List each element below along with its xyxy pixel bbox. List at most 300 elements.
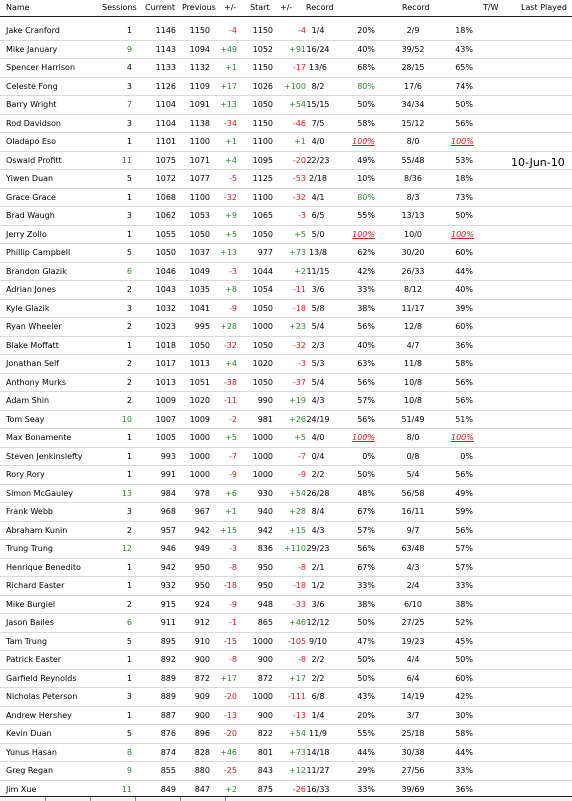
cell-sessions: 2 bbox=[126, 599, 132, 609]
cell-previous: 1037 bbox=[189, 248, 210, 257]
cell-previous: 910 bbox=[194, 636, 210, 646]
cell-sessions: 2 bbox=[126, 359, 132, 368]
cell-pct2: 18% bbox=[455, 26, 473, 35]
table-row bbox=[0, 391, 572, 411]
cell-pct2: 18% bbox=[455, 174, 473, 183]
cell-pct1: 43% bbox=[357, 692, 375, 701]
table-row bbox=[0, 280, 572, 300]
cell-rec1: 0/4 bbox=[311, 451, 325, 461]
cell-pct1: 49% bbox=[357, 155, 375, 165]
cell-name: Adrian Jones bbox=[6, 285, 56, 294]
cell-start: 1026 bbox=[252, 81, 273, 91]
cell-name: Yiwen Duan bbox=[6, 174, 54, 183]
cell-rec1: 2/2 bbox=[311, 470, 325, 479]
cell-d2: +2 bbox=[294, 266, 306, 276]
cell-sessions: 5 bbox=[126, 248, 132, 257]
cell-pct2: 49% bbox=[455, 488, 473, 498]
cell-rec2: 30/38 bbox=[401, 747, 425, 757]
table-row bbox=[0, 21, 572, 41]
cell-previous: 1020 bbox=[189, 396, 210, 405]
cell-start: 940 bbox=[257, 507, 273, 516]
cell-rec2: 5/4 bbox=[406, 470, 420, 479]
cell-name: Nicholas Peterson bbox=[6, 692, 78, 701]
cell-rec1: 2/18 bbox=[309, 174, 327, 183]
cell-rec2: 28/15 bbox=[401, 63, 425, 72]
cell-pct1: 20% bbox=[357, 710, 375, 720]
cell-start: 1050 bbox=[252, 303, 273, 313]
cell-previous: 1094 bbox=[189, 44, 210, 54]
cell-start: 1050 bbox=[252, 340, 273, 350]
cell-current: 932 bbox=[160, 581, 176, 590]
cell-start: 1150 bbox=[252, 63, 273, 72]
cell-pct1: 40% bbox=[357, 44, 375, 54]
cell-rec1: 6/5 bbox=[311, 211, 325, 220]
cell-rec2: 39/69 bbox=[401, 784, 425, 794]
table-row bbox=[0, 151, 572, 171]
cell-current: 984 bbox=[160, 488, 176, 498]
cell-rec2: 19/23 bbox=[401, 636, 425, 646]
cell-sessions: 9 bbox=[126, 766, 132, 775]
cell-rec2: 51/49 bbox=[401, 414, 425, 424]
cell-sessions: 2 bbox=[126, 322, 132, 331]
cell-current: 991 bbox=[160, 470, 176, 479]
cell-current: 855 bbox=[160, 766, 176, 775]
table-row bbox=[0, 484, 572, 504]
cell-name: Jason Bailes bbox=[6, 618, 54, 627]
cell-rec2: 27/56 bbox=[401, 766, 425, 775]
cell-pct2: 56% bbox=[455, 525, 473, 535]
cell-pct2: 36% bbox=[455, 784, 473, 794]
cell-name: Tam Trung bbox=[6, 636, 48, 646]
cell-sessions: 5 bbox=[126, 174, 132, 183]
cell-sessions: 3 bbox=[126, 303, 132, 313]
cell-start: 822 bbox=[257, 729, 273, 738]
cell-start: 1000 bbox=[252, 692, 273, 701]
cell-pct2: 43% bbox=[455, 44, 473, 54]
cell-d1: +4 bbox=[225, 155, 237, 165]
table-row bbox=[0, 650, 572, 670]
cell-name: Greg Regan bbox=[6, 766, 54, 775]
cell-rec1: 13/6 bbox=[309, 63, 327, 72]
cell-name: Oladapo Eso bbox=[6, 137, 57, 146]
cell-name: Frank Webb bbox=[6, 507, 53, 516]
cell-d1: +6 bbox=[225, 488, 237, 498]
cell-previous: 828 bbox=[194, 747, 210, 757]
cell-start: 981 bbox=[257, 414, 273, 424]
cell-sessions: 1 bbox=[126, 433, 132, 442]
cell-previous: 1100 bbox=[189, 192, 210, 202]
cell-name: Jake Cranford bbox=[6, 26, 60, 35]
table-row bbox=[0, 669, 572, 689]
cell-d1: +17 bbox=[220, 673, 237, 683]
cell-current: 892 bbox=[160, 655, 176, 664]
cell-pct1: 55% bbox=[357, 729, 375, 738]
cell-d2: -18 bbox=[292, 581, 306, 590]
cell-d1: +13 bbox=[220, 248, 237, 257]
cell-current: 942 bbox=[160, 562, 176, 572]
cell-d2: +54 bbox=[289, 729, 306, 738]
cell-pct1: 40% bbox=[357, 340, 375, 350]
cell-previous: 912 bbox=[194, 618, 210, 627]
cell-d2: -9 bbox=[298, 470, 306, 479]
cell-name: Henrique Benedito bbox=[6, 562, 81, 572]
cell-start: 843 bbox=[257, 766, 273, 775]
cell-pct2: 45% bbox=[455, 636, 473, 646]
cell-rec1: 16/33 bbox=[306, 784, 330, 794]
cell-start: 1100 bbox=[252, 137, 273, 146]
cell-sessions: 7 bbox=[126, 100, 132, 109]
cell-current: 889 bbox=[160, 692, 176, 701]
cell-previous: 950 bbox=[194, 581, 210, 590]
cell-rec1: 11/9 bbox=[309, 729, 327, 738]
cell-pct1: 63% bbox=[357, 359, 375, 368]
cell-d1: -13 bbox=[223, 710, 237, 720]
cell-pct1: 67% bbox=[357, 507, 375, 516]
cell-d2: +12 bbox=[289, 766, 306, 775]
cell-sessions: 3 bbox=[126, 692, 132, 701]
cell-start: 865 bbox=[257, 618, 273, 627]
cell-name: Kyle Glazik bbox=[6, 303, 50, 313]
table-row bbox=[0, 132, 572, 152]
cell-previous: 1050 bbox=[189, 340, 210, 350]
cell-name: Celeste Fong bbox=[6, 81, 58, 91]
cell-rec1: 3/6 bbox=[311, 599, 325, 609]
cell-rec2: 16/11 bbox=[401, 507, 425, 516]
cell-d2: +91 bbox=[289, 44, 306, 54]
last-played-date: 10-Jun-10 bbox=[511, 156, 565, 169]
cell-rec2: 39/52 bbox=[401, 44, 425, 54]
cell-sessions: 2 bbox=[126, 285, 132, 294]
cell-d1: +5 bbox=[225, 433, 237, 442]
table-header bbox=[0, 0, 572, 17]
cell-rec1: 2/2 bbox=[311, 655, 325, 664]
cell-rec1: 4/3 bbox=[311, 396, 325, 405]
cell-pct2: 60% bbox=[455, 322, 473, 331]
cell-rec1: 1/4 bbox=[311, 710, 325, 720]
cell-rec2: 8/36 bbox=[404, 174, 422, 183]
cell-d2: -33 bbox=[292, 599, 306, 609]
cell-d2: +54 bbox=[289, 488, 306, 498]
cell-rec1: 5/0 bbox=[311, 229, 325, 239]
cell-name: Rod Davidson bbox=[6, 118, 61, 128]
cell-rec1: 8/2 bbox=[311, 81, 325, 91]
cell-rec2: 55/48 bbox=[401, 155, 425, 165]
cell-previous: 900 bbox=[194, 655, 210, 664]
cell-d1: +28 bbox=[220, 322, 237, 331]
cell-d2: -17 bbox=[292, 63, 306, 72]
cell-start: 836 bbox=[257, 544, 273, 553]
cell-sessions: 5 bbox=[126, 729, 132, 738]
cell-start: 872 bbox=[257, 673, 273, 683]
cell-rec2: 63/48 bbox=[401, 544, 425, 553]
horizontal-scrollbar[interactable] bbox=[0, 796, 572, 801]
cell-pct2: 40% bbox=[455, 285, 473, 294]
cell-name: Brandon Glazik bbox=[6, 266, 67, 276]
cell-rec2: 56/58 bbox=[401, 488, 425, 498]
cell-rec1: 4/0 bbox=[311, 137, 325, 146]
cell-name: Andrew Hershey bbox=[6, 710, 72, 720]
cell-current: 1072 bbox=[155, 174, 176, 183]
cell-pct1: 80% bbox=[357, 192, 375, 202]
cell-name: Simon McGauley bbox=[6, 488, 73, 498]
cell-current: 889 bbox=[160, 673, 176, 683]
cell-start: 1054 bbox=[252, 285, 273, 294]
table-row bbox=[0, 169, 572, 189]
cell-current: 1013 bbox=[155, 377, 176, 387]
cell-name: Rory Rory bbox=[6, 470, 45, 479]
cell-previous: 880 bbox=[194, 766, 210, 775]
cell-rec2: 6/4 bbox=[406, 673, 420, 683]
cell-pct2: 38% bbox=[455, 599, 473, 609]
cell-pct1: 62% bbox=[357, 248, 375, 257]
cell-current: 1032 bbox=[155, 303, 176, 313]
cell-pct1: 10% bbox=[357, 174, 375, 183]
cell-d2: +23 bbox=[289, 322, 306, 331]
cell-pct1: 56% bbox=[357, 414, 375, 424]
cell-name: Grace Grace bbox=[6, 192, 56, 202]
cell-previous: 942 bbox=[194, 525, 210, 535]
cell-rec1: 7/5 bbox=[311, 118, 325, 128]
cell-rec1: 16/24 bbox=[306, 44, 330, 54]
header-current: Current bbox=[145, 3, 176, 12]
cell-previous: 1091 bbox=[189, 100, 210, 109]
cell-rec1: 24/19 bbox=[306, 414, 330, 424]
cell-previous: 1049 bbox=[189, 266, 210, 276]
cell-current: 1007 bbox=[155, 414, 176, 424]
cell-rec2: 27/25 bbox=[401, 618, 425, 627]
cell-rec2: 3/7 bbox=[406, 710, 420, 720]
cell-previous: 1000 bbox=[189, 470, 210, 479]
cell-sessions: 1 bbox=[126, 340, 132, 350]
cell-start: 948 bbox=[257, 599, 273, 609]
cell-rec1: 29/23 bbox=[306, 544, 330, 553]
table-row bbox=[0, 354, 572, 374]
cell-current: 946 bbox=[160, 544, 176, 553]
cell-sessions: 6 bbox=[126, 266, 132, 276]
table-row bbox=[0, 706, 572, 726]
cell-pct1: 68% bbox=[357, 63, 375, 72]
cell-d1: -8 bbox=[229, 655, 237, 664]
cell-rec2: 4/4 bbox=[406, 655, 420, 664]
cell-name: Phillip Campbell bbox=[6, 248, 71, 257]
cell-start: 1000 bbox=[252, 433, 273, 442]
cell-start: 1050 bbox=[252, 377, 273, 387]
cell-d1: -9 bbox=[229, 470, 237, 479]
cell-start: 1150 bbox=[252, 118, 273, 128]
cell-d1: +4 bbox=[225, 359, 237, 368]
cell-start: 1050 bbox=[252, 100, 273, 109]
cell-d1: -11 bbox=[223, 396, 237, 405]
cell-pct1: 20% bbox=[357, 26, 375, 35]
cell-rec1: 4/3 bbox=[311, 525, 325, 535]
cell-current: 1133 bbox=[155, 63, 176, 72]
cell-rec2: 14/19 bbox=[401, 692, 425, 701]
cell-pct2: 60% bbox=[455, 673, 473, 683]
cell-start: 1125 bbox=[252, 174, 273, 183]
cell-d2: +5 bbox=[294, 433, 306, 442]
cell-name: Steven Jenkinslefty bbox=[6, 451, 83, 461]
cell-previous: 1051 bbox=[189, 377, 210, 387]
cell-pct2: 100% bbox=[451, 433, 474, 442]
cell-pct2: 73% bbox=[455, 192, 473, 202]
cell-name: Blake Moffatt bbox=[6, 340, 59, 350]
table-row bbox=[0, 40, 572, 60]
cell-pct1: 47% bbox=[357, 636, 375, 646]
cell-sessions: 6 bbox=[126, 618, 132, 627]
header-record2: Record bbox=[402, 3, 430, 12]
cell-pct1: 38% bbox=[357, 303, 375, 313]
cell-current: 1104 bbox=[155, 100, 176, 109]
cell-sessions: 1 bbox=[126, 192, 132, 202]
cell-start: 1000 bbox=[252, 451, 273, 461]
cell-sessions: 1 bbox=[126, 229, 132, 239]
cell-sessions: 3 bbox=[126, 507, 132, 516]
cell-previous: 1009 bbox=[189, 414, 210, 424]
cell-d1: -1 bbox=[229, 618, 237, 627]
cell-name: Adam Shin bbox=[6, 396, 50, 405]
cell-d1: +49 bbox=[220, 44, 237, 54]
table-row bbox=[0, 743, 572, 763]
header-sessions: Sessions bbox=[102, 3, 137, 12]
cell-name: Trung Trung bbox=[6, 544, 53, 553]
cell-start: 1052 bbox=[252, 44, 273, 54]
cell-d2: -7 bbox=[298, 451, 306, 461]
cell-d1: +46 bbox=[220, 747, 237, 757]
table-row bbox=[0, 373, 572, 393]
cell-name: Mike January bbox=[6, 44, 58, 54]
cell-d2: -8 bbox=[298, 562, 306, 572]
cell-rec2: 26/33 bbox=[401, 266, 425, 276]
cell-rec2: 8/3 bbox=[406, 192, 420, 202]
cell-name: Spencer Harrison bbox=[6, 63, 76, 72]
cell-rec2: 2/9 bbox=[406, 26, 420, 35]
cell-current: 1055 bbox=[155, 229, 176, 239]
cell-previous: 949 bbox=[194, 544, 210, 553]
cell-start: 1000 bbox=[252, 470, 273, 479]
cell-d1: +1 bbox=[225, 507, 237, 516]
cell-sessions: 1 bbox=[126, 137, 132, 146]
cell-name: Barry Wright bbox=[6, 100, 57, 109]
table-row bbox=[0, 299, 572, 319]
cell-sessions: 11 bbox=[121, 155, 132, 165]
cell-previous: 950 bbox=[194, 562, 210, 572]
cell-start: 977 bbox=[257, 248, 273, 257]
cell-d2: -37 bbox=[292, 377, 306, 387]
cell-d1: +13 bbox=[220, 100, 237, 109]
cell-pct1: 57% bbox=[357, 525, 375, 535]
cell-pct2: 50% bbox=[455, 655, 473, 664]
cell-d1: -18 bbox=[223, 581, 237, 590]
cell-d1: -8 bbox=[229, 562, 237, 572]
cell-previous: 909 bbox=[194, 692, 210, 701]
cell-rec1: 15/15 bbox=[306, 100, 330, 109]
cell-sessions: 3 bbox=[126, 118, 132, 128]
header-record1: Record bbox=[306, 3, 334, 12]
cell-d2: -20 bbox=[292, 155, 306, 165]
cell-sessions: 1 bbox=[126, 26, 132, 35]
header-delta1: +/- bbox=[224, 3, 237, 12]
cell-rec2: 10/0 bbox=[404, 229, 422, 239]
cell-d1: -20 bbox=[223, 692, 237, 701]
cell-d2: -11 bbox=[292, 285, 306, 294]
cell-pct2: 100% bbox=[451, 137, 474, 146]
cell-rec2: 10/8 bbox=[404, 396, 422, 405]
cell-sessions: 2 bbox=[126, 377, 132, 387]
cell-name: Oswald Profitt bbox=[6, 155, 62, 165]
cell-current: 1126 bbox=[155, 81, 176, 91]
cell-sessions: 1 bbox=[126, 581, 132, 590]
cell-current: 1043 bbox=[155, 285, 176, 294]
cell-pct1: 50% bbox=[357, 618, 375, 627]
cell-d1: +1 bbox=[225, 137, 237, 146]
table-row bbox=[0, 77, 572, 97]
cell-pct2: 100% bbox=[451, 229, 474, 239]
cell-name: Patrick Easter bbox=[6, 655, 62, 664]
table-row bbox=[0, 687, 572, 707]
cell-d2: -26 bbox=[292, 784, 306, 794]
cell-pct1: 57% bbox=[357, 396, 375, 405]
cell-current: 849 bbox=[160, 784, 176, 794]
cell-rec2: 0/8 bbox=[406, 451, 420, 461]
cell-pct2: 60% bbox=[455, 248, 473, 257]
table-row bbox=[0, 576, 572, 596]
cell-rec2: 2/4 bbox=[406, 581, 420, 590]
table-row bbox=[0, 428, 572, 448]
cell-start: 1050 bbox=[252, 229, 273, 239]
cell-rec1: 8/4 bbox=[311, 507, 325, 516]
cell-pct2: 44% bbox=[455, 266, 473, 276]
cell-start: 801 bbox=[257, 747, 273, 757]
cell-sessions: 1 bbox=[126, 655, 132, 664]
cell-d1: +8 bbox=[225, 285, 237, 294]
cell-pct1: 100% bbox=[352, 229, 375, 239]
cell-pct1: 50% bbox=[357, 100, 375, 109]
cell-pct1: 50% bbox=[357, 655, 375, 664]
cell-d2: +19 bbox=[289, 396, 306, 405]
cell-pct1: 56% bbox=[357, 544, 375, 553]
cell-rec1: 1/4 bbox=[311, 26, 325, 35]
cell-start: 950 bbox=[257, 581, 273, 590]
table-row bbox=[0, 317, 572, 337]
cell-rec1: 11/27 bbox=[306, 766, 330, 775]
cell-pct1: 67% bbox=[357, 562, 375, 572]
table-row bbox=[0, 188, 572, 208]
cell-name: Mike Burgiel bbox=[6, 599, 56, 609]
cell-rec2: 6/10 bbox=[404, 599, 422, 609]
cell-pct2: 56% bbox=[455, 470, 473, 479]
cell-rec1: 12/12 bbox=[306, 618, 330, 627]
cell-current: 915 bbox=[160, 599, 176, 609]
cell-d2: -53 bbox=[292, 174, 306, 183]
cell-sessions: 1 bbox=[126, 562, 132, 572]
cell-d1: -4 bbox=[229, 26, 237, 35]
cell-sessions: 1 bbox=[126, 451, 132, 461]
cell-rec1: 2/2 bbox=[311, 673, 325, 683]
cell-rec1: 11/15 bbox=[306, 266, 330, 276]
cell-pct2: 0% bbox=[460, 451, 473, 461]
table-row bbox=[0, 225, 572, 245]
cell-pct1: 0% bbox=[362, 451, 375, 461]
cell-current: 1009 bbox=[155, 396, 176, 405]
cell-rec2: 34/34 bbox=[401, 100, 425, 109]
cell-rec2: 8/12 bbox=[404, 285, 422, 294]
cell-sessions: 8 bbox=[126, 747, 132, 757]
cell-rec1: 13/8 bbox=[309, 248, 327, 257]
cell-pct1: 38% bbox=[357, 599, 375, 609]
cell-start: 942 bbox=[257, 525, 273, 535]
cell-rec1: 9/10 bbox=[309, 636, 327, 646]
cell-rec2: 15/12 bbox=[401, 118, 425, 128]
